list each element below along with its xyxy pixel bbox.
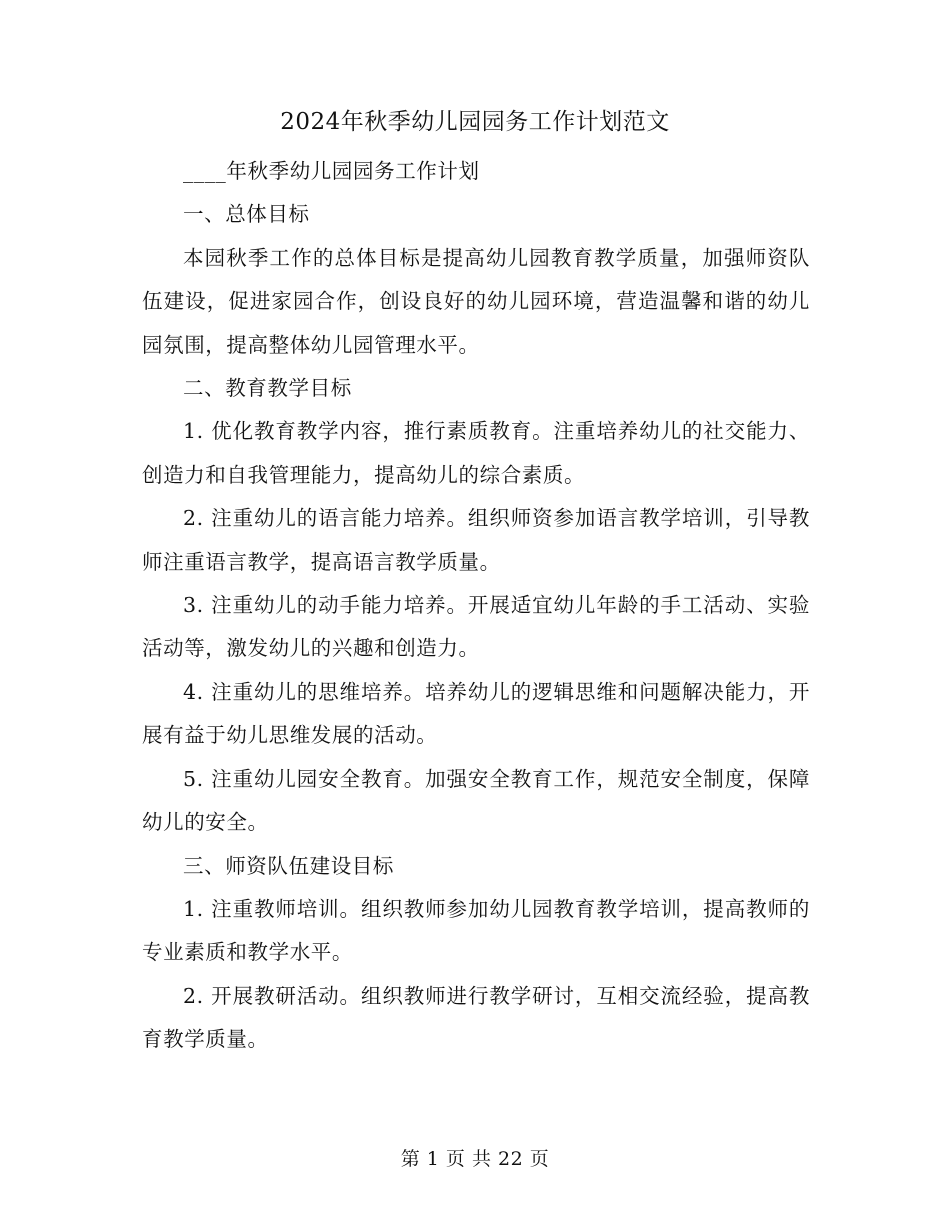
list-item-teaching-2: 2. 注重幼儿的语言能力培养。组织师资参加语言教学培训，引导教师注重语言教学，提高语言教学质量。: [142, 506, 810, 574]
list-item-teaching-3: 3. 注重幼儿的动手能力培养。开展适宜幼儿年龄的手工活动、实验活动等，激发幼儿的兴趣和创造力。: [142, 593, 810, 661]
list-item-staff-2: 2. 开展教研活动。组织教师进行教学研讨，互相交流经验，提高教育教学质量。: [142, 983, 810, 1052]
paragraph-overall-goal: 本园秋季工作的总体目标是提高幼儿园教育教学质量，加强师资队伍建设，促进家园合作，创设良好的幼儿园环境，营造温馨和谐的幼儿园氛围，提高整体幼儿园管理水平。: [142, 245, 810, 357]
section-heading-teaching-goal: 二、教育教学目标: [183, 376, 352, 401]
page-number: 第 1 页 共 22 页: [400, 1148, 550, 1170]
section-heading-staff-goal: 三、师资队伍建设目标: [183, 853, 394, 878]
list-item-teaching-1: 1. 优化教育教学内容，推行素质教育。注重培养幼儿的社交能力、创造力和自我管理能力，提高幼儿的综合素质。: [142, 419, 810, 487]
document-body: [142, 150, 810, 1062]
list-item-teaching-5: 5. 注重幼儿园安全教育。加强安全教育工作，规范安全制度，保障幼儿的安全。: [142, 766, 810, 835]
section-heading-overall-goal: 一、总体目标: [183, 202, 310, 227]
list-item-staff-1: 1. 注重教师培训。组织教师参加幼儿园教育教学培训，提高教师的专业素质和教学水平。: [142, 896, 810, 965]
list-item-teaching-4: 4. 注重幼儿的思维培养。培养幼儿的逻辑思维和问题解决能力，开展有益于幼儿思维发展的活动。: [142, 679, 810, 748]
paragraph-plan-heading: ____年秋季幼儿园园务工作计划: [183, 159, 480, 183]
document-title: 2024年秋季幼儿园园务工作计划范文: [280, 109, 670, 135]
